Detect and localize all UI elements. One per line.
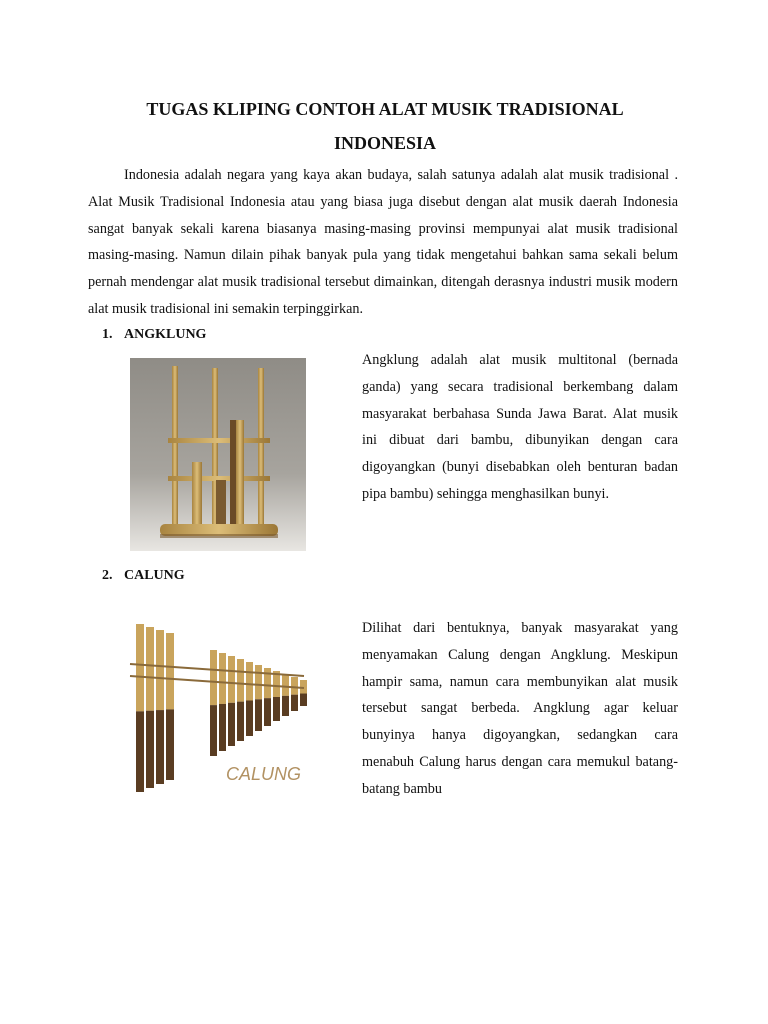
calung-tube-lower <box>300 694 307 706</box>
calung-tube-lower <box>136 711 144 792</box>
calung-image-caption: CALUNG <box>226 764 302 784</box>
calung-tube-lower <box>156 710 164 784</box>
calung-tube-upper <box>291 677 298 695</box>
calung-tube-lower <box>255 699 262 731</box>
section-heading-angklung <box>102 325 206 345</box>
calung-tube-upper <box>219 653 226 704</box>
calung-tube-upper <box>255 665 262 699</box>
calung-description: Dilihat dari bentuknya, banyak masyarakat yang menyamakan Calung dengan Angklung. Meskipun hampir sama, namun cara membunyikan alat musik tersebut sangat berbeda. Angklung agar keluar bunyinya hanya digoyangkan, sedangkan cara menabuh Calung harus dengan cara memukul batang-batang bambu <box>362 620 678 797</box>
intro-paragraph: Indonesia adalah negara yang kaya akan budaya, salah satunya adalah alat musik tradisional . Alat Musik Tradisional Indonesia atau yang biasa juga disebut dengan alat musik daerah Indonesia sangat banyak sekali karena biasanya masing-masing provinsi mempunyai alat musik tradisional masing-masing. Namun dilain pihak banyak pula yang tidak mengetahui bahkan sama sekali belum pernah mendengar alat musik tradisional tersebut dimainkan, ditengah derasnya industri musik modern alat musik tradisional ini semakin terpinggirkan. <box>88 167 678 317</box>
calung-tube-upper <box>136 624 144 711</box>
angklung-description: Angklung adalah alat musik multitonal (bernada ganda) yang secara tradisional berkembang dalam masyarakat berbahasa Sunda Jawa Barat. Alat musik ini dibuat dari bambu, dibunyikan dengan cara digoyangkan (bunyi disebabkan oleh benturan badan pipa bambu) sehingga menghasilkan bunyi. <box>362 352 678 502</box>
calung-tube-upper <box>228 656 235 703</box>
calung-tube-lower <box>146 711 154 788</box>
calung-tube-lower <box>282 696 289 716</box>
calung-tube-upper <box>282 674 289 696</box>
calung-tube-lower <box>264 698 271 726</box>
section-number: 2. <box>102 568 113 583</box>
calung-tube-upper <box>146 627 154 711</box>
calung-tube-upper <box>166 633 174 709</box>
calung-tube-lower <box>246 700 253 736</box>
calung-tube-upper <box>300 680 307 694</box>
angklung-photo <box>130 358 306 551</box>
section-number: 1. <box>102 327 113 342</box>
section-heading-calung <box>102 566 185 586</box>
calung-tube-lower <box>237 702 244 741</box>
calung-tube-lower <box>166 709 174 780</box>
calung-tube-lower <box>219 704 226 751</box>
calung-tube-upper <box>210 650 217 705</box>
document-title: TUGAS KLIPING CONTOH ALAT MUSIK TRADISIONAL INDONESIA <box>146 99 624 153</box>
calung-tube-upper <box>237 659 244 702</box>
calung-tube-lower <box>210 705 217 756</box>
calung-tube-lower <box>273 697 280 721</box>
calung-tube-upper <box>246 662 253 700</box>
calung-tube-lower <box>228 703 235 746</box>
calung-tube-lower <box>291 695 298 711</box>
calung-photo <box>124 616 308 800</box>
section-title: CALUNG <box>124 568 185 583</box>
section-title: ANGKLUNG <box>124 327 207 342</box>
calung-tube-upper <box>156 630 164 710</box>
